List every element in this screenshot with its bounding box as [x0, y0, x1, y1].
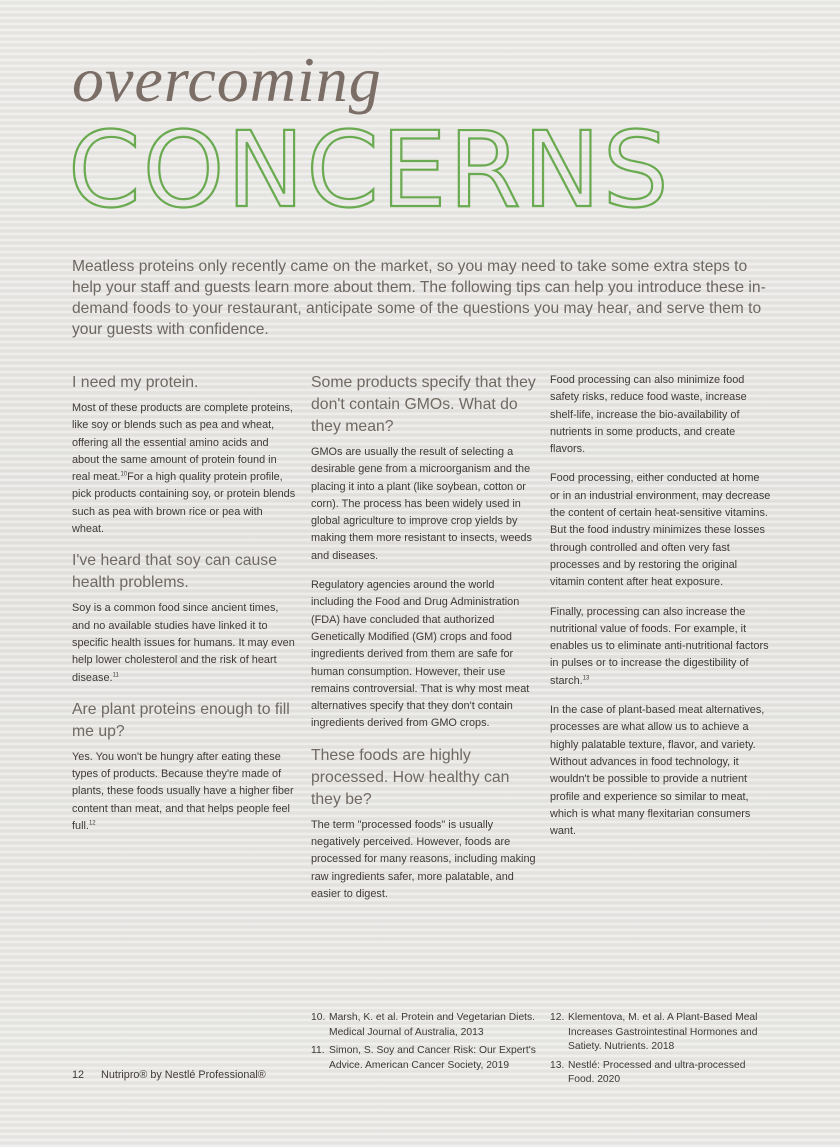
- column-2: [311, 372, 536, 915]
- reference-text: Marsh, K. et al. Protein and Vegetarian Diets. Medical Journal of Australia, 2013: [329, 1012, 536, 1038]
- footnote-ref: 12: [88, 820, 96, 827]
- answer-text-part: Soy is a common food since ancient times, and no available studies have linked it to specific health issues for humans. It may even help lower cholesterol and the risk of heart disease.: [72, 602, 295, 684]
- reference-number: 12.: [550, 1012, 565, 1023]
- answer-text: [72, 600, 297, 686]
- faq-fill-up: [72, 699, 297, 835]
- answer-text: [72, 749, 297, 835]
- question-heading: Some products specify that they don't contain GMOs. What do they mean?: [311, 374, 536, 435]
- column-1: [72, 372, 297, 847]
- faq-soy: [72, 550, 297, 686]
- reference-item: [311, 1044, 536, 1073]
- answer-text-part: Yes. You won't be hungry after eating these types of products. Because they're made of plants, these foods usually have a higher fiber content than meat, and that helps people feel full.: [72, 750, 294, 833]
- page-title: CONCERNS: [68, 109, 671, 231]
- intro-paragraph: Meatless proteins only recently came on the market, so you may need to take some extra steps to help your staff and guests learn more about them. The following tips can help you introduce these in-demand foods to your restaurant, anticipate some of the questions you may hear, and serve them to your guests with confidence.: [72, 258, 766, 338]
- footnote-ref: 11: [112, 671, 119, 678]
- faq-gmo: [311, 372, 536, 733]
- answer-text-part: For a high quality protein profile, pick products containing soy, or protein blends such as pea with brown rice or pea with wheat.: [72, 471, 296, 536]
- reference-item: [550, 1011, 768, 1055]
- body-paragraph: Food processing, either conducted at home or in an industrial environment, may decrease the content of certain heat-sensitive vitamins. But the food industry minimizes these losses through controlled and often very fast processes and by restoring the original vitamin content after heat exposure.: [550, 472, 771, 589]
- answer-text: GMOs are usually the result of selecting a desirable gene from a microorganism and the placing it into a plant (like soybean, cotton or corn). The process has been widely used in global agriculture to improve crop yields by making them more resistant to insects, weeds and diseases.: [311, 446, 532, 562]
- column-3: [550, 372, 772, 852]
- reference-text: Simon, S. Soy and Cancer Risk: Our Expert's Advice. American Cancer Society, 2019: [329, 1045, 536, 1071]
- page-number: 12: [72, 1069, 85, 1081]
- answer-text: [72, 400, 297, 538]
- question-heading: I've heard that soy can cause health problems.: [72, 552, 277, 592]
- publication-name: Nutripro® by Nestlé Professional®: [101, 1069, 266, 1081]
- answer-text: The term "processed foods" is usually negatively perceived. However, foods are processed for many reasons, including making raw ingredients safer, more palatable, and easier to digest.: [311, 818, 536, 900]
- body-paragraph: In the case of plant-based meat alternatives, processes are what allow us to achieve a highly palatable texture, flavor, and variety. Without advances in food technology, it wouldn't be possible to provide a nutrient profile and experience so similar to meat, which is what many flexitarian consumers want.: [550, 704, 765, 838]
- answer-text: Regulatory agencies around the world including the Food and Drug Administration (FDA) have concluded that authorized Genetically Modified (GM) crops and food ingredients derived from them are safe for human consumption. However, their use remains controversial. That is why most meat alternatives specify that they don't contain ingredients derived from GMO crops.: [311, 579, 530, 730]
- question-heading: Are plant proteins enough to fill me up?: [72, 700, 290, 740]
- reference-text: Klementova, M. et al. A Plant-Based Meal Increases Gastrointestinal Hormones and Satiety. Nutrients. 2018: [568, 1012, 758, 1052]
- footnote-ref: 13: [582, 675, 590, 682]
- reference-number: 13.: [550, 1059, 565, 1071]
- references-list-left: [311, 1011, 536, 1077]
- faq-protein: [72, 372, 297, 538]
- answer-text-part: Most of these products are complete proteins, like soy or blends such as pea and wheat, offering all the essential amino acids and about the same amount of protein found in real meat.: [72, 402, 293, 484]
- reference-text: Nestlé: Processed and ultra-processed Food. 2020: [568, 1059, 746, 1085]
- references-list-right: [550, 1011, 768, 1092]
- body-paragraph: Food processing can also minimize food safety risks, reduce food waste, increase shelf-life, increase the bio-availability of nutrients in some products, and create flavors.: [550, 374, 747, 456]
- body-paragraph: [550, 604, 772, 690]
- reference-item: [311, 1011, 536, 1040]
- reference-item: [550, 1059, 768, 1088]
- footnote-ref: 10: [120, 471, 128, 478]
- faq-processed: [311, 745, 536, 903]
- reference-number: 10.: [311, 1012, 326, 1023]
- body-text-part: Finally, processing can also increase the nutritional value of foods. For example, it enables us to eliminate anti-nutritional factors in pulses or to increase the digestibility of starch.: [550, 605, 769, 687]
- page-footer: [72, 1069, 280, 1081]
- title-script: overcoming: [72, 44, 382, 115]
- reference-number: 11.: [311, 1045, 325, 1056]
- question-heading: These foods are highly processed. How healthy can they be?: [311, 746, 510, 808]
- question-heading: I need my protein.: [72, 374, 199, 391]
